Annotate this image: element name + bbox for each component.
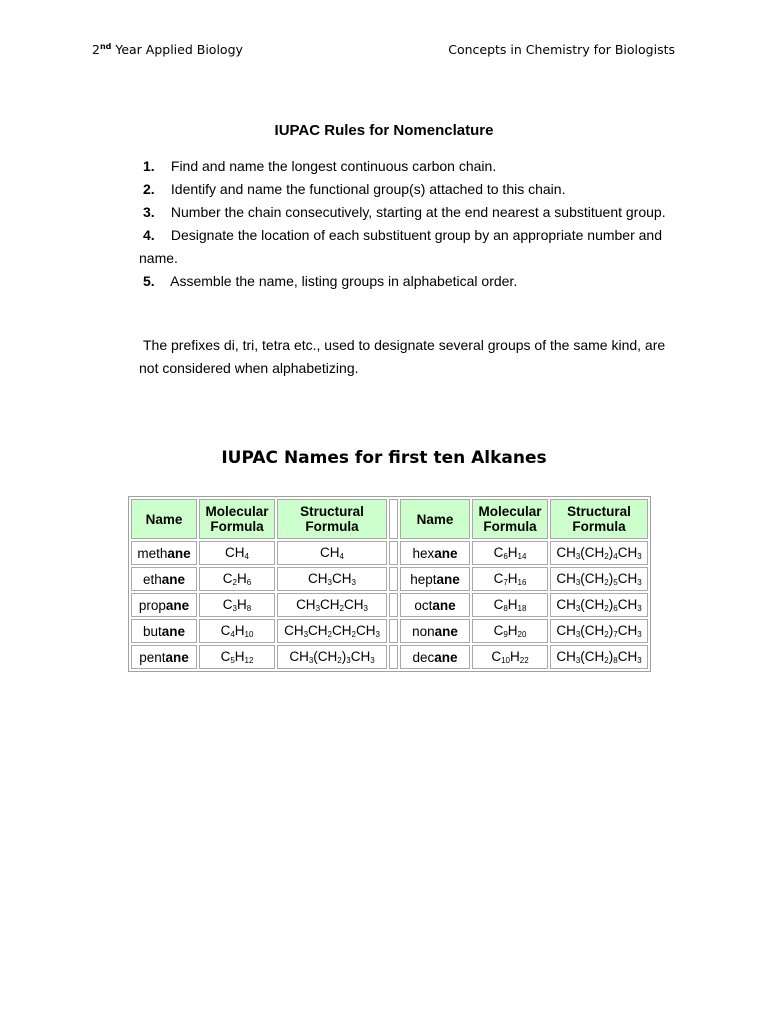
rule-text: Number the chain consecutively, starting at the end nearest a substituent group. (170, 204, 666, 220)
structural-formula: $CH_3CH_3$ (277, 567, 387, 591)
rules-list (139, 155, 684, 293)
structural-formula: $CH_3(CH_2)_3CH_3$ (277, 645, 387, 669)
alkane-name: heptane (400, 567, 470, 591)
alkane-name: propane (131, 593, 197, 617)
alkane-name: methane (131, 541, 197, 565)
header-molecular-formula: Molecular Formula (199, 499, 275, 539)
molecular-formula: $C_6H_{14}$ (472, 541, 548, 565)
alkane-name: octane (400, 593, 470, 617)
prefix-note-line: not considered when alphabetizing. (139, 360, 359, 376)
rule-number: 4. (143, 227, 155, 243)
structural-formula: $CH_3(CH_2)_4CH_3$ (550, 541, 648, 565)
rule-item (139, 224, 684, 270)
table-row (131, 593, 648, 617)
column-gap (389, 499, 398, 539)
molecular-formula: $C_8H_{18}$ (472, 593, 548, 617)
table-row (131, 541, 648, 565)
alkane-name: nonane (400, 619, 470, 643)
prefix-note (139, 334, 684, 380)
rule-item (139, 270, 684, 293)
alkane-name: decane (400, 645, 470, 669)
rule-item (139, 178, 684, 201)
header-structural-formula: Structural Formula (277, 499, 387, 539)
running-header-right: Concepts in Chemistry for Biologists (448, 42, 675, 57)
rule-text-continuation: name. (139, 250, 178, 266)
structural-formula: $CH_4$ (277, 541, 387, 565)
table-row (131, 619, 648, 643)
structural-formula: $CH_3(CH_2)_6CH_3$ (550, 593, 648, 617)
molecular-formula: $C_5H_{12}$ (199, 645, 275, 669)
structural-formula: $CH_3CH_2CH_2CH_3$ (277, 619, 387, 643)
running-header-left (92, 42, 243, 57)
molecular-formula: $C_{10}H_{22}$ (472, 645, 548, 669)
header-ordinal: nd (99, 42, 112, 51)
rule-text: Assemble the name, listing groups in alphabetical order. (170, 273, 518, 289)
rule-item (139, 201, 684, 224)
rule-number: 2. (143, 181, 155, 197)
rule-number: 3. (143, 204, 155, 220)
alkanes-table-wrapper (128, 496, 651, 672)
header-course: Year Applied Biology (111, 42, 243, 57)
molecular-formula: $C_7H_{16}$ (472, 567, 548, 591)
molecular-formula: $C_4H_{10}$ (199, 619, 275, 643)
alkane-name: pentane (131, 645, 197, 669)
column-gap (389, 567, 398, 591)
header-structural-formula: Structural Formula (550, 499, 648, 539)
rule-number: 5. (143, 273, 155, 289)
header-year: 2 (92, 42, 100, 57)
rules-title: IUPAC Rules for Nomenclature (274, 122, 494, 139)
header-molecular-formula: Molecular Formula (472, 499, 548, 539)
alkanes-table (128, 496, 651, 672)
table-body (131, 541, 648, 669)
alkane-name: hexane (400, 541, 470, 565)
molecular-formula: $CH_4$ (199, 541, 275, 565)
structural-formula: $CH_3(CH_2)_8CH_3$ (550, 645, 648, 669)
structural-formula: $CH_3(CH_2)_7CH_3$ (550, 619, 648, 643)
alkanes-table-title: IUPAC Names for first ten Alkanes (221, 448, 547, 468)
column-gap (389, 541, 398, 565)
table-row (131, 645, 648, 669)
table-header-row (131, 499, 648, 539)
molecular-formula: $C_3H_8$ (199, 593, 275, 617)
molecular-formula: $C_9H_{20}$ (472, 619, 548, 643)
column-gap (389, 593, 398, 617)
alkane-name: ethane (131, 567, 197, 591)
alkane-name: butane (131, 619, 197, 643)
column-gap (389, 619, 398, 643)
rule-text: Designate the location of each substituent group by an appropriate number and (170, 227, 662, 243)
table-row (131, 567, 648, 591)
header-name: Name (400, 499, 470, 539)
rule-text: Identify and name the functional group(s) attached to this chain. (170, 181, 566, 197)
prefix-note-line: The prefixes di, tri, tetra etc., used to designate several groups of the same kind, are (143, 337, 666, 353)
column-gap (389, 645, 398, 669)
structural-formula: $CH_3(CH_2)_5CH_3$ (550, 567, 648, 591)
header-name: Name (131, 499, 197, 539)
rule-number: 1. (143, 158, 155, 174)
rule-text: Find and name the longest continuous carbon chain. (170, 158, 497, 174)
rule-item (139, 155, 684, 178)
molecular-formula: $C_2H_6$ (199, 567, 275, 591)
structural-formula: $CH_3CH_2CH_3$ (277, 593, 387, 617)
